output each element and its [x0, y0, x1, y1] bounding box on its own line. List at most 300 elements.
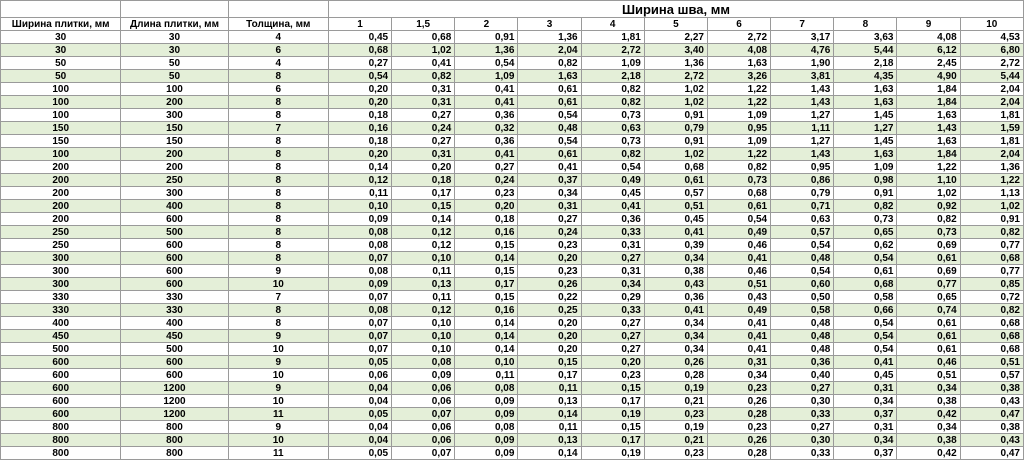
cell-consumption: 1,63 — [707, 57, 770, 70]
cell-consumption: 0,91 — [644, 135, 707, 148]
cell-consumption: 0,18 — [328, 135, 391, 148]
cell-thickness: 8 — [228, 135, 328, 148]
cell-consumption: 0,19 — [644, 382, 707, 395]
cell-consumption: 0,54 — [581, 161, 644, 174]
cell-consumption: 0,15 — [455, 239, 518, 252]
cell-tile-width: 200 — [1, 187, 121, 200]
cell-consumption: 0,61 — [518, 83, 581, 96]
cell-consumption: 0,18 — [455, 213, 518, 226]
cell-consumption: 1,43 — [897, 122, 960, 135]
table-row — [1, 213, 1024, 226]
cell-consumption: 0,15 — [392, 200, 455, 213]
cell-consumption: 0,20 — [518, 317, 581, 330]
cell-consumption: 0,91 — [834, 187, 897, 200]
cell-tile-length: 1200 — [121, 408, 228, 421]
cell-tile-width: 100 — [1, 83, 121, 96]
table-row — [1, 148, 1024, 161]
cell-consumption: 0,23 — [707, 382, 770, 395]
cell-consumption: 0,58 — [771, 304, 834, 317]
cell-thickness: 8 — [228, 252, 328, 265]
table-row — [1, 239, 1024, 252]
cell-consumption: 2,04 — [960, 83, 1023, 96]
cell-consumption: 0,61 — [518, 148, 581, 161]
cell-tile-width: 250 — [1, 226, 121, 239]
cell-consumption: 0,05 — [328, 447, 391, 460]
cell-tile-length: 100 — [121, 83, 228, 96]
cell-thickness: 7 — [228, 122, 328, 135]
cell-consumption: 0,23 — [707, 421, 770, 434]
cell-consumption: 0,72 — [960, 291, 1023, 304]
cell-consumption: 0,10 — [392, 317, 455, 330]
cell-consumption: 0,28 — [644, 369, 707, 382]
cell-consumption: 1,27 — [834, 122, 897, 135]
cell-consumption: 0,48 — [771, 317, 834, 330]
column-header-tile-length: Длина плитки, мм — [121, 18, 228, 31]
cell-consumption: 0,38 — [960, 421, 1023, 434]
cell-consumption: 0,58 — [834, 291, 897, 304]
cell-consumption: 0,16 — [455, 226, 518, 239]
table-row — [1, 122, 1024, 135]
cell-tile-length: 600 — [121, 356, 228, 369]
cell-consumption: 0,31 — [392, 148, 455, 161]
cell-consumption: 1,43 — [771, 83, 834, 96]
cell-consumption: 0,82 — [581, 83, 644, 96]
cell-thickness: 8 — [228, 109, 328, 122]
table-row — [1, 226, 1024, 239]
cell-consumption: 0,30 — [771, 395, 834, 408]
cell-consumption: 0,51 — [897, 369, 960, 382]
cell-consumption: 6,80 — [960, 44, 1023, 57]
cell-tile-width: 800 — [1, 434, 121, 447]
cell-consumption: 1,02 — [644, 96, 707, 109]
cell-consumption: 0,18 — [328, 109, 391, 122]
cell-consumption: 0,09 — [455, 434, 518, 447]
cell-consumption: 0,54 — [834, 343, 897, 356]
cell-thickness: 10 — [228, 278, 328, 291]
cell-consumption: 0,19 — [581, 408, 644, 421]
cell-consumption: 0,95 — [771, 161, 834, 174]
cell-consumption: 0,61 — [707, 200, 770, 213]
cell-consumption: 0,17 — [455, 278, 518, 291]
cell-thickness: 8 — [228, 200, 328, 213]
table-row — [1, 135, 1024, 148]
cell-consumption: 0,26 — [644, 356, 707, 369]
cell-consumption: 0,30 — [771, 434, 834, 447]
cell-consumption: 0,48 — [518, 122, 581, 135]
cell-consumption: 1,63 — [897, 135, 960, 148]
cell-consumption: 0,73 — [834, 213, 897, 226]
cell-tile-length: 600 — [121, 278, 228, 291]
cell-consumption: 0,24 — [455, 174, 518, 187]
cell-consumption: 0,24 — [392, 122, 455, 135]
cell-consumption: 0,95 — [707, 122, 770, 135]
cell-tile-length: 30 — [121, 44, 228, 57]
cell-consumption: 0,82 — [518, 57, 581, 70]
cell-tile-length: 500 — [121, 343, 228, 356]
table-row — [1, 174, 1024, 187]
cell-tile-length: 50 — [121, 57, 228, 70]
cell-consumption: 1,02 — [960, 200, 1023, 213]
cell-consumption: 0,68 — [644, 161, 707, 174]
cell-consumption: 0,34 — [707, 369, 770, 382]
cell-consumption: 0,41 — [455, 96, 518, 109]
cell-consumption: 0,10 — [328, 200, 391, 213]
cell-tile-width: 330 — [1, 291, 121, 304]
cell-consumption: 3,26 — [707, 70, 770, 83]
cell-consumption: 0,47 — [960, 408, 1023, 421]
cell-consumption: 0,61 — [897, 252, 960, 265]
cell-tile-width: 100 — [1, 109, 121, 122]
cell-consumption: 0,41 — [707, 343, 770, 356]
cell-consumption: 0,23 — [581, 369, 644, 382]
cell-thickness: 8 — [228, 226, 328, 239]
cell-tile-width: 600 — [1, 369, 121, 382]
cell-consumption: 0,31 — [392, 83, 455, 96]
cell-consumption: 3,17 — [771, 31, 834, 44]
cell-consumption: 0,08 — [328, 265, 391, 278]
cell-consumption: 0,20 — [328, 148, 391, 161]
cell-thickness: 8 — [228, 317, 328, 330]
cell-consumption: 0,82 — [581, 148, 644, 161]
cell-consumption: 4,76 — [771, 44, 834, 57]
cell-consumption: 0,31 — [392, 96, 455, 109]
table-row — [1, 369, 1024, 382]
cell-tile-length: 300 — [121, 109, 228, 122]
cell-consumption: 0,54 — [834, 317, 897, 330]
cell-thickness: 10 — [228, 343, 328, 356]
cell-consumption: 0,69 — [897, 239, 960, 252]
cell-consumption: 0,68 — [392, 31, 455, 44]
cell-consumption: 0,92 — [897, 200, 960, 213]
cell-consumption: 3,81 — [771, 70, 834, 83]
cell-consumption: 0,33 — [581, 226, 644, 239]
cell-consumption: 1,22 — [707, 83, 770, 96]
cell-consumption: 0,36 — [581, 213, 644, 226]
cell-consumption: 1,59 — [960, 122, 1023, 135]
cell-consumption: 1,10 — [897, 174, 960, 187]
table-row — [1, 252, 1024, 265]
cell-consumption: 1,09 — [707, 109, 770, 122]
cell-thickness: 8 — [228, 174, 328, 187]
cell-consumption: 0,27 — [581, 330, 644, 343]
cell-tile-length: 300 — [121, 187, 228, 200]
cell-consumption: 0,42 — [897, 408, 960, 421]
cell-tile-width: 500 — [1, 343, 121, 356]
cell-consumption: 0,51 — [644, 200, 707, 213]
cell-tile-length: 330 — [121, 304, 228, 317]
cell-consumption: 0,41 — [644, 226, 707, 239]
cell-consumption: 0,12 — [392, 226, 455, 239]
table-row — [1, 109, 1024, 122]
cell-consumption: 0,27 — [392, 135, 455, 148]
cell-consumption: 0,12 — [392, 239, 455, 252]
cell-consumption: 0,43 — [707, 291, 770, 304]
cell-consumption: 1,36 — [518, 31, 581, 44]
cell-consumption: 0,27 — [581, 252, 644, 265]
cell-consumption: 0,24 — [518, 226, 581, 239]
cell-consumption: 0,77 — [960, 265, 1023, 278]
cell-consumption: 0,42 — [897, 447, 960, 460]
cell-consumption: 1,63 — [834, 96, 897, 109]
table-row — [1, 57, 1024, 70]
cell-consumption: 0,06 — [392, 434, 455, 447]
cell-consumption: 0,31 — [518, 200, 581, 213]
cell-consumption: 0,86 — [771, 174, 834, 187]
cell-consumption: 0,34 — [644, 252, 707, 265]
cell-consumption: 0,17 — [392, 187, 455, 200]
cell-consumption: 0,04 — [328, 434, 391, 447]
cell-thickness: 11 — [228, 447, 328, 460]
cell-thickness: 6 — [228, 44, 328, 57]
cell-consumption: 0,77 — [897, 278, 960, 291]
cell-consumption: 1,36 — [455, 44, 518, 57]
cell-consumption: 1,63 — [834, 83, 897, 96]
column-header-seam-width: 1 — [328, 18, 391, 31]
cell-tile-length: 800 — [121, 421, 228, 434]
cell-tile-length: 150 — [121, 135, 228, 148]
cell-consumption: 0,48 — [771, 330, 834, 343]
cell-tile-width: 800 — [1, 447, 121, 460]
cell-thickness: 8 — [228, 304, 328, 317]
cell-consumption: 0,54 — [455, 57, 518, 70]
cell-consumption: 0,27 — [771, 421, 834, 434]
cell-consumption: 1,63 — [897, 109, 960, 122]
cell-consumption: 0,09 — [328, 278, 391, 291]
cell-consumption: 0,34 — [581, 278, 644, 291]
cell-consumption: 0,27 — [581, 317, 644, 330]
cell-consumption: 0,74 — [897, 304, 960, 317]
cell-consumption: 0,14 — [455, 330, 518, 343]
cell-tile-width: 200 — [1, 174, 121, 187]
cell-consumption: 0,14 — [455, 252, 518, 265]
cell-consumption: 1,02 — [644, 83, 707, 96]
cell-consumption: 0,27 — [771, 382, 834, 395]
cell-consumption: 0,38 — [960, 382, 1023, 395]
cell-consumption: 0,34 — [518, 187, 581, 200]
table-row — [1, 343, 1024, 356]
cell-consumption: 1,22 — [707, 148, 770, 161]
cell-consumption: 0,33 — [771, 408, 834, 421]
cell-tile-width: 600 — [1, 382, 121, 395]
cell-consumption: 0,31 — [581, 239, 644, 252]
table-row — [1, 421, 1024, 434]
cell-consumption: 0,16 — [455, 304, 518, 317]
cell-consumption: 0,20 — [518, 330, 581, 343]
cell-consumption: 2,72 — [581, 44, 644, 57]
cell-consumption: 0,41 — [392, 57, 455, 70]
cell-consumption: 0,29 — [581, 291, 644, 304]
cell-consumption: 4,53 — [960, 31, 1023, 44]
cell-consumption: 0,62 — [834, 239, 897, 252]
cell-consumption: 0,04 — [328, 395, 391, 408]
cell-consumption: 0,82 — [581, 96, 644, 109]
cell-consumption: 0,36 — [455, 109, 518, 122]
cell-tile-length: 400 — [121, 200, 228, 213]
cell-consumption: 0,45 — [581, 187, 644, 200]
cell-consumption: 1,13 — [960, 187, 1023, 200]
cell-consumption: 0,54 — [707, 213, 770, 226]
cell-consumption: 0,19 — [644, 421, 707, 434]
cell-tile-width: 600 — [1, 408, 121, 421]
cell-consumption: 0,38 — [897, 395, 960, 408]
column-header-seam-width: 7 — [771, 18, 834, 31]
cell-consumption: 0,36 — [771, 356, 834, 369]
cell-consumption: 0,45 — [644, 213, 707, 226]
table-row — [1, 70, 1024, 83]
cell-consumption: 4,08 — [707, 44, 770, 57]
cell-consumption: 0,08 — [328, 304, 391, 317]
cell-consumption: 0,14 — [518, 447, 581, 460]
cell-tile-length: 600 — [121, 252, 228, 265]
cell-consumption: 0,09 — [455, 447, 518, 460]
cell-consumption: 0,66 — [834, 304, 897, 317]
cell-consumption: 1,02 — [644, 148, 707, 161]
cell-consumption: 0,91 — [455, 31, 518, 44]
cell-consumption: 0,08 — [328, 226, 391, 239]
cell-consumption: 0,15 — [455, 265, 518, 278]
column-header-seam-width: 10 — [960, 18, 1023, 31]
column-header-seam-width: 3 — [518, 18, 581, 31]
cell-consumption: 0,37 — [834, 447, 897, 460]
cell-consumption: 0,08 — [455, 421, 518, 434]
cell-consumption: 0,14 — [518, 408, 581, 421]
cell-thickness: 9 — [228, 265, 328, 278]
cell-consumption: 0,79 — [644, 122, 707, 135]
cell-thickness: 10 — [228, 434, 328, 447]
cell-consumption: 0,45 — [834, 369, 897, 382]
column-header-seam-width: 8 — [834, 18, 897, 31]
cell-consumption: 0,23 — [518, 265, 581, 278]
cell-consumption: 0,68 — [960, 343, 1023, 356]
cell-consumption: 0,10 — [455, 356, 518, 369]
cell-tile-width: 300 — [1, 265, 121, 278]
cell-consumption: 0,41 — [581, 200, 644, 213]
table-header-group-row — [1, 1, 1024, 18]
cell-consumption: 0,73 — [581, 109, 644, 122]
cell-consumption: 4,08 — [897, 31, 960, 44]
cell-consumption: 0,05 — [328, 356, 391, 369]
cell-tile-length: 150 — [121, 122, 228, 135]
cell-tile-width: 30 — [1, 31, 121, 44]
cell-consumption: 1,02 — [897, 187, 960, 200]
cell-consumption: 0,11 — [518, 421, 581, 434]
cell-consumption: 1,43 — [771, 96, 834, 109]
cell-consumption: 0,61 — [834, 265, 897, 278]
cell-consumption: 0,41 — [518, 161, 581, 174]
cell-consumption: 0,33 — [581, 304, 644, 317]
cell-thickness: 9 — [228, 421, 328, 434]
cell-consumption: 0,37 — [834, 408, 897, 421]
cell-consumption: 0,68 — [834, 278, 897, 291]
cell-consumption: 0,26 — [707, 434, 770, 447]
table-row — [1, 96, 1024, 109]
cell-thickness: 11 — [228, 408, 328, 421]
cell-consumption: 0,31 — [834, 421, 897, 434]
cell-consumption: 0,15 — [581, 421, 644, 434]
cell-consumption: 0,54 — [771, 265, 834, 278]
cell-consumption: 0,68 — [960, 330, 1023, 343]
cell-consumption: 1,45 — [834, 109, 897, 122]
cell-consumption: 0,61 — [518, 96, 581, 109]
table-row — [1, 44, 1024, 57]
cell-consumption: 0,41 — [707, 330, 770, 343]
cell-consumption: 0,63 — [771, 213, 834, 226]
cell-consumption: 0,06 — [392, 382, 455, 395]
cell-consumption: 0,34 — [897, 382, 960, 395]
cell-consumption: 1,11 — [771, 122, 834, 135]
cell-tile-width: 600 — [1, 356, 121, 369]
cell-consumption: 0,54 — [834, 252, 897, 265]
seam-width-group-header: Ширина шва, мм — [328, 1, 1023, 18]
cell-consumption: 0,12 — [392, 304, 455, 317]
cell-tile-length: 600 — [121, 265, 228, 278]
cell-consumption: 0,34 — [834, 395, 897, 408]
cell-consumption: 3,40 — [644, 44, 707, 57]
cell-consumption: 0,54 — [771, 239, 834, 252]
cell-tile-length: 600 — [121, 213, 228, 226]
cell-tile-length: 600 — [121, 369, 228, 382]
cell-tile-width: 50 — [1, 57, 121, 70]
cell-consumption: 0,11 — [328, 187, 391, 200]
cell-consumption: 0,57 — [771, 226, 834, 239]
cell-consumption: 0,61 — [897, 330, 960, 343]
cell-thickness: 6 — [228, 83, 328, 96]
cell-consumption: 0,48 — [771, 252, 834, 265]
cell-consumption: 0,79 — [771, 187, 834, 200]
cell-consumption: 0,32 — [455, 122, 518, 135]
column-header-thickness: Толщина, мм — [228, 18, 328, 31]
cell-tile-length: 1200 — [121, 382, 228, 395]
cell-consumption: 0,82 — [960, 226, 1023, 239]
cell-consumption: 0,51 — [960, 356, 1023, 369]
cell-consumption: 0,07 — [328, 330, 391, 343]
cell-consumption: 1,22 — [707, 96, 770, 109]
cell-consumption: 1,43 — [771, 148, 834, 161]
cell-consumption: 1,84 — [897, 148, 960, 161]
cell-consumption: 0,07 — [328, 317, 391, 330]
cell-tile-width: 200 — [1, 200, 121, 213]
cell-consumption: 0,26 — [518, 278, 581, 291]
cell-consumption: 0,46 — [707, 239, 770, 252]
column-header-seam-width: 6 — [707, 18, 770, 31]
cell-consumption: 0,34 — [834, 434, 897, 447]
cell-tile-width: 250 — [1, 239, 121, 252]
column-header-seam-width: 2 — [455, 18, 518, 31]
cell-consumption: 0,27 — [581, 343, 644, 356]
cell-consumption: 0,54 — [834, 330, 897, 343]
cell-consumption: 0,61 — [644, 174, 707, 187]
cell-consumption: 0,31 — [707, 356, 770, 369]
cell-thickness: 8 — [228, 70, 328, 83]
cell-consumption: 0,51 — [707, 278, 770, 291]
cell-tile-length: 600 — [121, 239, 228, 252]
cell-consumption: 1,81 — [581, 31, 644, 44]
cell-consumption: 0,10 — [392, 343, 455, 356]
cell-consumption: 3,63 — [834, 31, 897, 44]
cell-thickness: 7 — [228, 291, 328, 304]
cell-consumption: 0,82 — [897, 213, 960, 226]
table-row — [1, 200, 1024, 213]
cell-consumption: 0,68 — [707, 187, 770, 200]
cell-consumption: 0,23 — [455, 187, 518, 200]
cell-consumption: 0,04 — [328, 382, 391, 395]
cell-consumption: 0,73 — [897, 226, 960, 239]
column-header-seam-width: 1,5 — [392, 18, 455, 31]
cell-consumption: 0,43 — [960, 434, 1023, 447]
cell-consumption: 0,13 — [518, 395, 581, 408]
cell-consumption: 0,49 — [707, 304, 770, 317]
table-row — [1, 265, 1024, 278]
